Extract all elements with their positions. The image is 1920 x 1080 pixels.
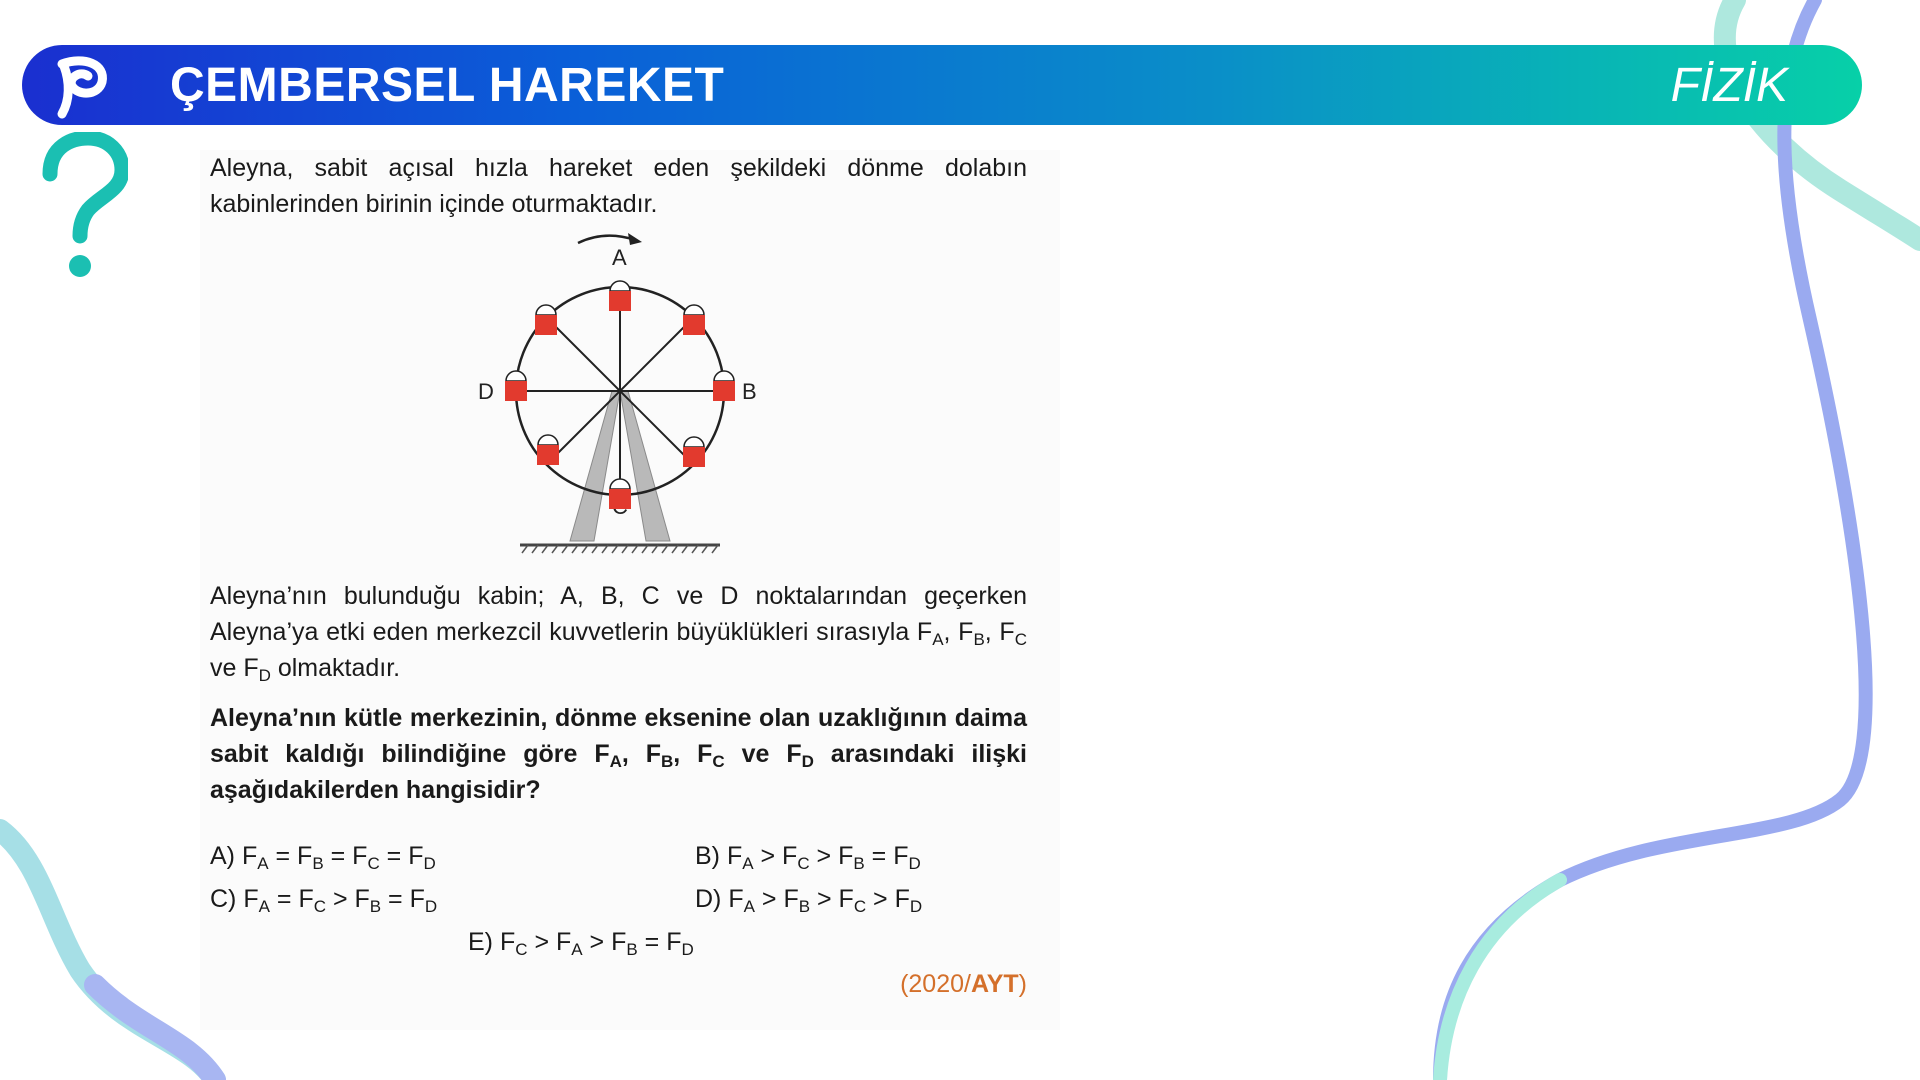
- cabin-se: [683, 437, 705, 467]
- label-b: B: [742, 379, 757, 404]
- cabin-nw: [535, 305, 557, 335]
- page-title: ÇEMBERSEL HAREKET: [170, 59, 725, 112]
- brand-p-logo-icon: [44, 52, 114, 122]
- question-source: (2020/AYT): [900, 970, 1027, 998]
- right-teal-curve-end: [1440, 880, 1560, 1080]
- question-mark-icon: [38, 132, 128, 282]
- question-body: Aleyna’nın bulunduğu kabin; A, B, C ve D noktalarından geçerken Aleyna’ya etki eden merkezcil kuvvetlerin büyüklükleri sırasıyla $F_A$, $F_B$, $F_C$ ve $F_D$ olmaktadır.: [210, 582, 1027, 685]
- cabin-sw: [537, 435, 559, 465]
- rotation-arrow: [578, 233, 642, 245]
- question-intro: Aleyna, sabit açısal hızla hareket eden şekildeki dönme dolabın kabinlerinden birinin içinde oturmaktadır.: [210, 154, 1027, 218]
- option-c[interactable]: C) $F_A = F_C > F_B = F_D$: [210, 885, 438, 916]
- option-d[interactable]: D) $F_A > F_B > F_C > F_D$: [695, 885, 923, 916]
- label-a: A: [612, 245, 627, 270]
- option-e[interactable]: E) $F_C > F_A > F_B = F_D$: [468, 928, 694, 959]
- cabin-a: [609, 281, 631, 311]
- left-bottom-curve-blue: [95, 985, 215, 1080]
- option-a[interactable]: A) $F_A = F_B = F_C = F_D$: [210, 842, 436, 873]
- option-b[interactable]: B) $F_A > F_C > F_B = F_D$: [695, 842, 921, 873]
- cabin-ne: [683, 305, 705, 335]
- cabin-b: [713, 371, 735, 401]
- cabin-c: [609, 479, 631, 509]
- cabin-d: [505, 371, 527, 401]
- question-prompt: Aleyna’nın kütle merkezinin, dönme eksenine olan uzaklığının daima sabit kaldığı bilindiğine göre $F_A$, $F_B$, $F_C$ ve $F_D$ arasındaki ilişki aşağıdakilerden hangisidir?: [210, 704, 1027, 804]
- subject-label: FİZİK: [1670, 59, 1788, 112]
- label-d: D: [478, 379, 494, 404]
- ferris-wheel-figure: [470, 225, 770, 565]
